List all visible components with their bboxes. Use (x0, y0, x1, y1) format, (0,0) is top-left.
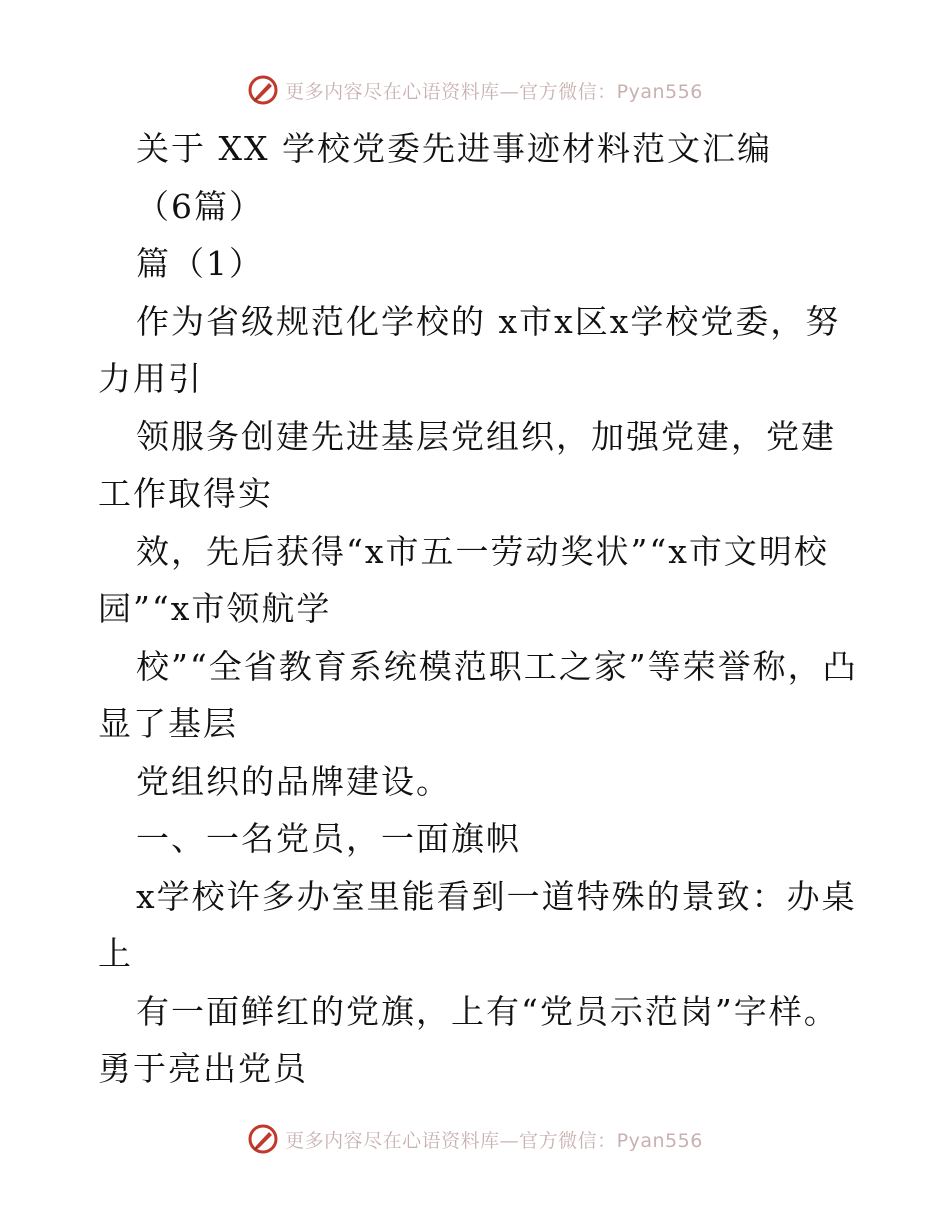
paragraph-1: 作为省级规范化学校的 x市x区x学校党委，努力用引 (98, 301, 841, 398)
red-pen-logo-icon (247, 74, 279, 106)
header-banner (0, 72, 950, 108)
document-title-line2: （6篇） (136, 186, 264, 226)
red-pen-logo-icon (247, 1123, 279, 1155)
header-banner-text: 更多内容尽在心语资料库—官方微信：Pyan556 (285, 80, 703, 103)
section-label: 篇（1） (136, 244, 264, 283)
paragraph-2: 领服务创建先进基层党组织，加强党建，党建工作取得实 (98, 416, 836, 513)
section-heading: 一、一名党员，一面旗帜 (136, 819, 521, 858)
paragraph-4: 校”“全省教育系统模范职工之家”等荣誉称，凸显了基层 (98, 646, 858, 743)
paragraph-6: x学校许多办室里能看到一道特殊的景致：办桌上 (98, 876, 857, 973)
footer-banner-text: 更多内容尽在心语资料库—官方微信：Pyan556 (285, 1129, 703, 1152)
footer-wechat-id: Pyan556 (616, 1129, 703, 1152)
document-body (98, 120, 858, 1098)
header-wechat-id: Pyan556 (616, 80, 703, 103)
paragraph-3: 效，先后获得“x市五一劳动奖状”“x市文明校园”“x市领航学 (98, 531, 829, 628)
paragraph-5: 党组织的品牌建设。 (136, 761, 451, 801)
footer-banner (0, 1121, 950, 1157)
paragraph-7: 有一面鲜红的党旗，上有“党员示范岗”字样。勇于亮出党员 (98, 991, 839, 1088)
document-title-line1: 关于 XX 学校党委先进事迹材料范文汇编 (136, 129, 772, 168)
